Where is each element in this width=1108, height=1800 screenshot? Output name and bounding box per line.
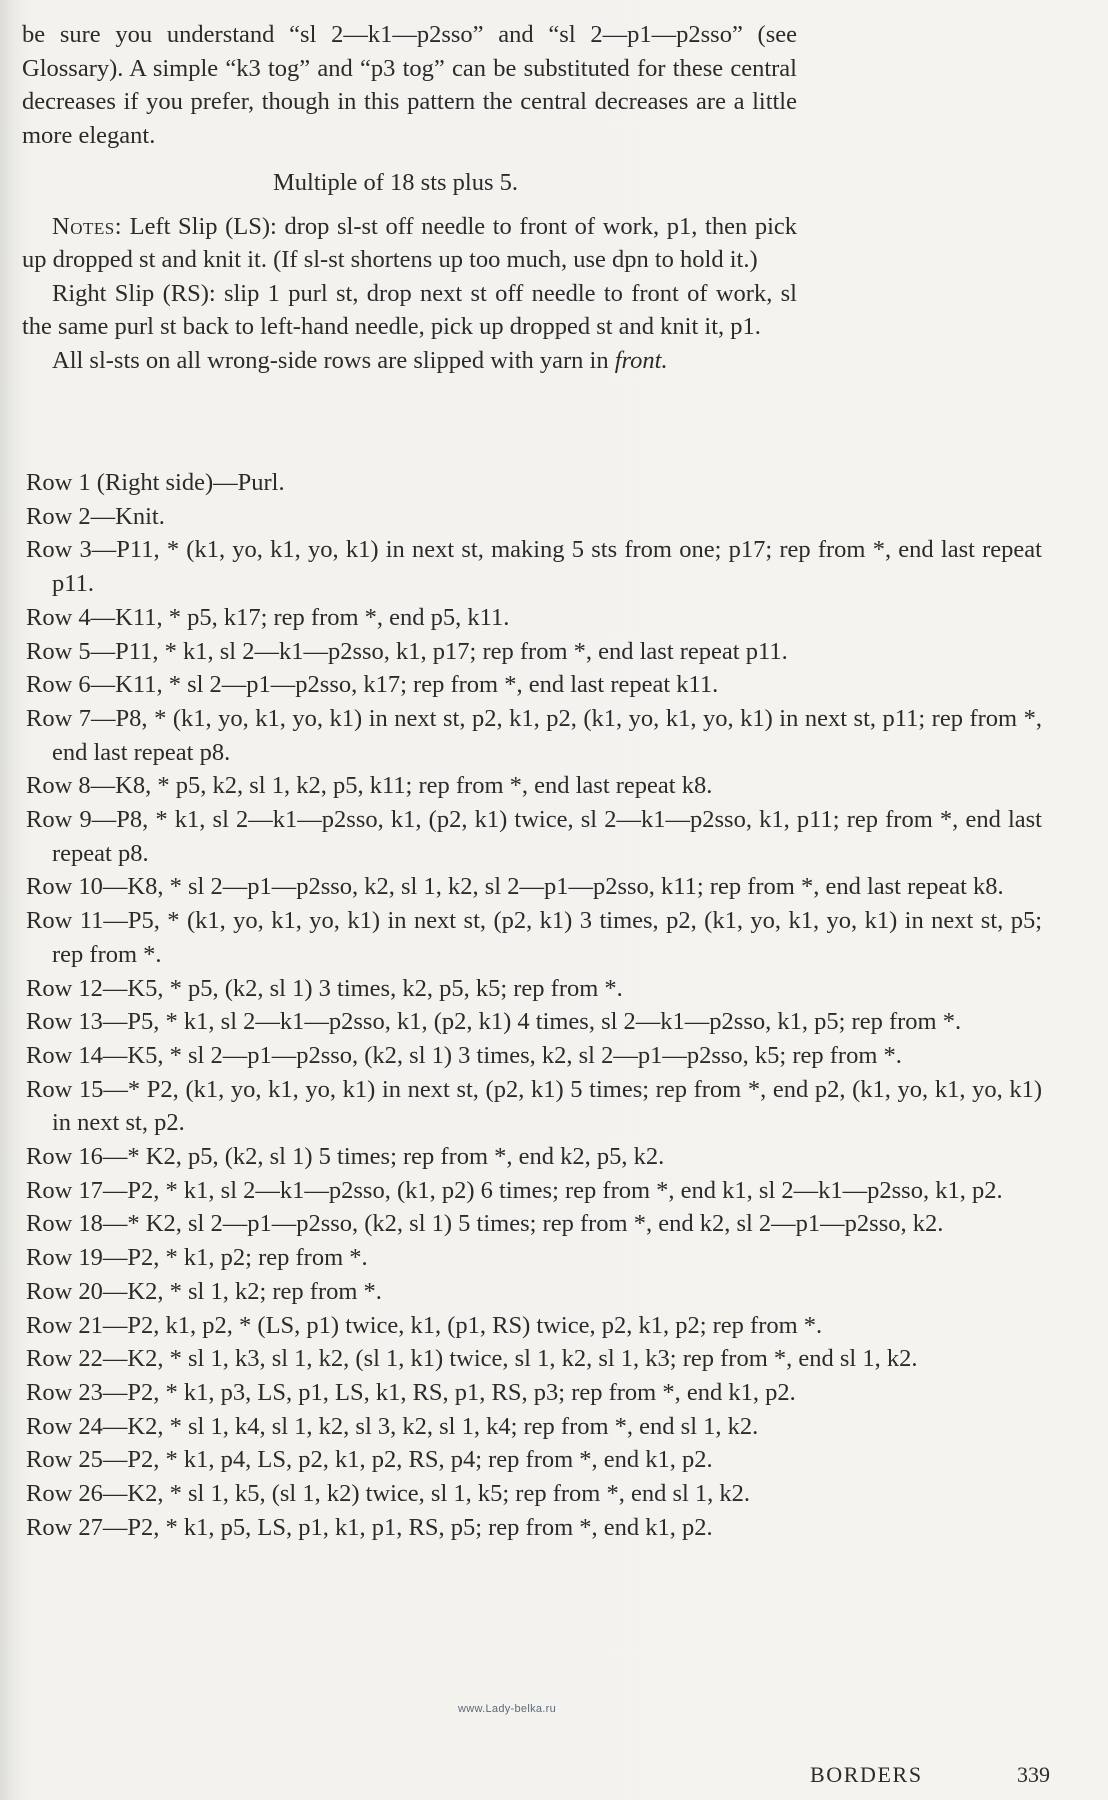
section-title: BORDERS — [810, 1762, 923, 1787]
pattern-row: Row 2—Knit. — [26, 502, 165, 530]
pattern-row: Row 26—K2, * sl 1, k5, (sl 1, k2) twice, sl 1, k5; rep from *, end sl 1, k2. — [26, 1480, 751, 1508]
pattern-row: Row 18—* K2, sl 2—p1—p2sso, (k2, sl 1) 5 times; rep from *, end k2, sl 2—p1—p2sso, k2. — [26, 1210, 944, 1238]
notes-right-slip: Right Slip (RS): slip 1 purl st, drop next st off needle to front of work, sl the same purl st back to left-hand needle, pick up dropped st and knit it, p1. — [22, 279, 797, 340]
pattern-row: Row 6—K11, * sl 2—p1—p2sso, k17; rep from *, end last repeat k11. — [26, 671, 719, 699]
notes-heading: Notes: — [52, 212, 122, 240]
pattern-row: Row 20—K2, * sl 1, k2; rep from *. — [26, 1277, 382, 1305]
pattern-row: Row 17—P2, * k1, sl 2—k1—p2sso, (k1, p2) 6 times; rep from *, end k1, sl 2—k1—p2sso, k1, p2. — [26, 1176, 1003, 1204]
left-slip-text: Left Slip (LS): drop sl-st off needle to front of work, p1, then pick up dropped st and knit it. (If sl-st shortens up too much, use dpn to hold it.) — [22, 212, 798, 273]
page-number: 339 — [1017, 1762, 1050, 1787]
pattern-row: Row 16—* K2, p5, (k2, sl 1) 5 times; rep from *, end k2, p5, k2. — [26, 1143, 665, 1171]
pattern-row: Row 27—P2, * k1, p5, LS, p1, k1, p1, RS, p5; rep from *, end k1, p2. — [26, 1513, 713, 1541]
notes-left-slip — [22, 210, 797, 277]
pattern-row: Row 25—P2, * k1, p4, LS, p2, k1, p2, RS, p4; rep from *, end k1, p2. — [26, 1446, 713, 1474]
intro-paragraph: be sure you understand “sl 2—k1—p2sso” and “sl 2—p1—p2sso” (see Glossary). A simple “k3 tog” and “p3 tog” can be substituted for these central decreases if you prefer, though in this pattern the central decreases are a little more elegant. — [22, 21, 797, 149]
pattern-row: Row 21—P2, k1, p2, * (LS, p1) twice, k1, (p1, RS) twice, p2, k1, p2; rep from *. — [26, 1311, 823, 1339]
pattern-row: Row 12—K5, * p5, (k2, sl 1) 3 times, k2, p5, k5; rep from *. — [26, 974, 623, 1002]
notes-wrong-side — [22, 344, 797, 378]
pattern-row: Row 5—P11, * k1, sl 2—k1—p2sso, k1, p17; rep from *, end last repeat p11. — [26, 637, 788, 665]
pattern-row: Row 15—* P2, (k1, yo, k1, yo, k1) in next st, (p2, k1) 5 times; rep from *, end p2, (k1, yo, k1, yo, k1) in next st, p2. — [26, 1075, 1042, 1137]
watermark-url: www.Lady-belka.ru — [458, 1703, 557, 1715]
wrong-side-emphasis: front. — [614, 346, 668, 374]
pattern-row: Row 4—K11, * p5, k17; rep from *, end p5, k11. — [26, 603, 510, 631]
stitch-multiple: Multiple of 18 sts plus 5. — [272, 169, 518, 196]
pattern-row: Row 7—P8, * (k1, yo, k1, yo, k1) in next st, p2, k1, p2, (k1, yo, k1, yo, k1) in next st, p11; rep from *, end last repeat p8. — [26, 704, 1042, 766]
pattern-row: Row 3—P11, * (k1, yo, k1, yo, k1) in next st, making 5 sts from one; p17; rep from *, end last repeat p11. — [26, 536, 1042, 598]
pattern-row: Row 22—K2, * sl 1, k3, sl 1, k2, (sl 1, k1) twice, sl 1, k2, sl 1, k3; rep from *, end sl 1, k2. — [26, 1345, 918, 1373]
pattern-row: Row 9—P8, * k1, sl 2—k1—p2sso, k1, (p2, k1) twice, sl 2—k1—p2sso, k1, p11; rep from *, end last repeat p8. — [26, 806, 1042, 867]
pattern-row: Row 19—P2, * k1, p2; rep from *. — [26, 1244, 368, 1272]
pattern-row: Row 13—P5, * k1, sl 2—k1—p2sso, k1, (p2, k1) 4 times, sl 2—k1—p2sso, k1, p5; rep from *. — [26, 1008, 962, 1036]
wrong-side-text: All sl-sts on all wrong-side rows are slipped with yarn in — [52, 346, 609, 374]
pattern-row: Row 23—P2, * k1, p3, LS, p1, LS, k1, RS, p1, RS, p3; rep from *, end k1, p2. — [26, 1378, 796, 1406]
pattern-row: Row 10—K8, * sl 2—p1—p2sso, k2, sl 1, k2, sl 2—p1—p2sso, k11; rep from *, end last repeat k8. — [26, 873, 1004, 901]
pattern-row: Row 24—K2, * sl 1, k4, sl 1, k2, sl 3, k2, sl 1, k4; rep from *, end sl 1, k2. — [26, 1412, 759, 1440]
pattern-row: Row 11—P5, * (k1, yo, k1, yo, k1) in next st, (p2, k1) 3 times, p2, (k1, yo, k1, yo, k1) in next st, p5; rep from *. — [26, 907, 1042, 968]
pattern-row: Row 1 (Right side)—Purl. — [26, 469, 285, 496]
page-footer — [810, 1762, 1050, 1788]
pattern-rows — [26, 466, 1042, 1545]
pattern-row: Row 8—K8, * p5, k2, sl 1, k2, p5, k11; rep from *, end last repeat k8. — [26, 772, 713, 800]
pattern-row: Row 14—K5, * sl 2—p1—p2sso, (k2, sl 1) 3 times, k2, sl 2—p1—p2sso, k5; rep from *. — [26, 1041, 902, 1069]
text-column — [22, 18, 797, 377]
